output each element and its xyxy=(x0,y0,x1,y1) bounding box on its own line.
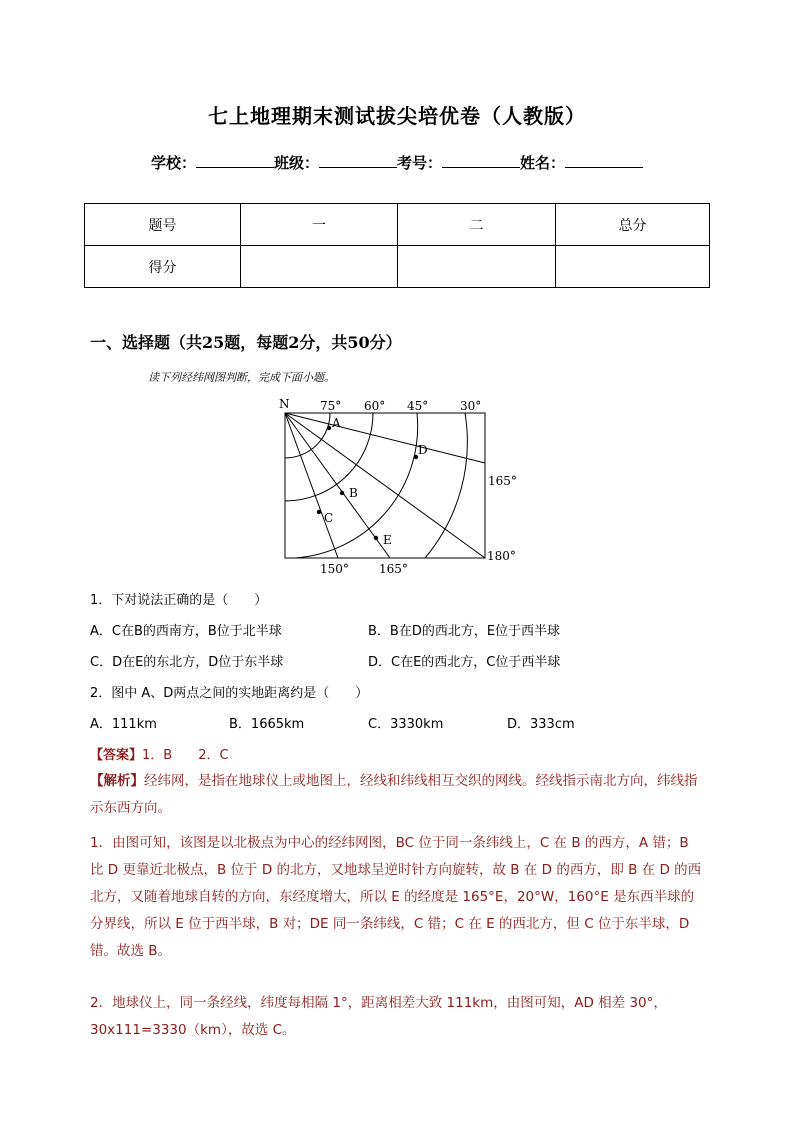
section-title: 一、选择题（共25题，每题2分，共50分） xyxy=(90,333,402,352)
point-b-dot xyxy=(340,491,344,495)
question-2-option-c: C．3330km xyxy=(368,717,444,732)
score-cell xyxy=(241,246,398,288)
question-1-stem: 1．下对说法正确的是（ ） xyxy=(90,593,268,608)
name-label: 姓名： xyxy=(520,154,566,172)
analysis-intro-text: 经纬网，是指在地球仪上或地图上，经线和纬线相互交织的网线。经线指示南北方向，纬线指示东西方向。 xyxy=(90,773,698,816)
pole-label: N xyxy=(279,397,290,411)
right-label-165: 165° xyxy=(488,474,517,488)
header-cell: 总分 xyxy=(556,204,710,246)
analysis-paragraph-2: 2．地球仪上，同一条经线，纬度每相隔 1°，距离相差大致 111km，由图可知，AD 相差 30°，30x111=3330（km），故选 C。 xyxy=(90,995,667,1038)
top-label-45: 45° xyxy=(407,399,429,413)
score-table xyxy=(84,203,710,288)
school-label: 学校： xyxy=(150,154,196,172)
name-blank xyxy=(565,153,643,168)
point-e-label: E xyxy=(383,533,392,547)
top-label-60: 60° xyxy=(364,399,386,413)
right-label-180: 180° xyxy=(487,549,516,563)
exam-no-blank xyxy=(442,153,520,168)
analysis-paragraph-1: 1．由图可知，该图是以北极点为中心的经纬网图，BC 位于同一条纬线上，C 在 B 的西方，A 错；B 比 D 更靠近北极点，B 位于 D 的北方，又地球呈逆时针方向旋转，故 B 在 D 的西方，即 B 在 D 的西北方，又随着地球自转的方向，东经度增大，所以 E 的经度是 165°E，20°W，160°E 是东西半球的分界线，所以 E 位于西半球，B 对；DE 同一条纬线，C 错；C 在 E 的西北方，但 C 位于东半球，D 错。故选 B。 xyxy=(90,835,702,959)
score-row-label: 得分 xyxy=(85,246,241,288)
question-2-option-a: A．111km xyxy=(90,717,157,732)
meridian-line xyxy=(285,413,485,463)
school-blank xyxy=(196,153,274,168)
bottom-label-150: 150° xyxy=(320,562,349,576)
score-table-header-row xyxy=(85,204,710,246)
analysis-label: 【解析】 xyxy=(90,773,144,789)
meridian-line xyxy=(285,413,338,558)
answer-text: 1．B 2．C xyxy=(142,748,229,763)
parallel-30 xyxy=(425,413,467,558)
question-2-option-d: D．333cm xyxy=(507,717,575,732)
point-a-label: A xyxy=(332,416,341,430)
point-c-label: C xyxy=(324,511,334,525)
analysis-intro xyxy=(90,768,706,822)
answer-line xyxy=(90,744,229,763)
parallel-75 xyxy=(285,413,330,458)
question-1-option-a: A．C在B的西南方，B位于北半球 xyxy=(90,624,282,639)
answer-label: 【答案】 xyxy=(90,748,143,763)
meridian-line xyxy=(285,413,390,558)
question-intro: 读下列经纬网图判断，完成下面小题。 xyxy=(148,371,335,384)
lat-long-map xyxy=(270,393,530,583)
bottom-label-165: 165° xyxy=(379,562,408,576)
point-e-dot xyxy=(374,536,378,540)
score-cell xyxy=(556,246,710,288)
exam-no-label: 考号： xyxy=(397,154,443,172)
question-1-option-c: C．D在E的东北方，D位于东半球 xyxy=(90,655,284,670)
header-cell: 二 xyxy=(398,204,556,246)
score-table-score-row xyxy=(85,246,710,288)
question-2-option-b: B．1665km xyxy=(229,717,305,732)
header-cell: 一 xyxy=(241,204,398,246)
student-info-line xyxy=(0,152,794,173)
point-b-label: B xyxy=(349,486,358,500)
class-blank xyxy=(319,153,397,168)
question-1-option-d: D．C在E的西北方，C位于西半球 xyxy=(368,655,561,670)
point-a-dot xyxy=(327,426,331,430)
class-label: 班级： xyxy=(273,154,319,172)
top-label-75: 75° xyxy=(320,399,342,413)
point-c-dot xyxy=(317,510,321,514)
top-label-30: 30° xyxy=(460,399,482,413)
page-title: 七上地理期末测试拔尖培优卷（人教版） xyxy=(208,104,586,128)
score-cell xyxy=(398,246,556,288)
point-d-label: D xyxy=(418,443,428,457)
question-1-option-b: B．B在D的西北方，E位于西半球 xyxy=(368,624,561,639)
header-cell: 题号 xyxy=(85,204,241,246)
question-2-stem: 2．图中 A、D两点之间的实地距离约是（ ） xyxy=(90,686,369,701)
